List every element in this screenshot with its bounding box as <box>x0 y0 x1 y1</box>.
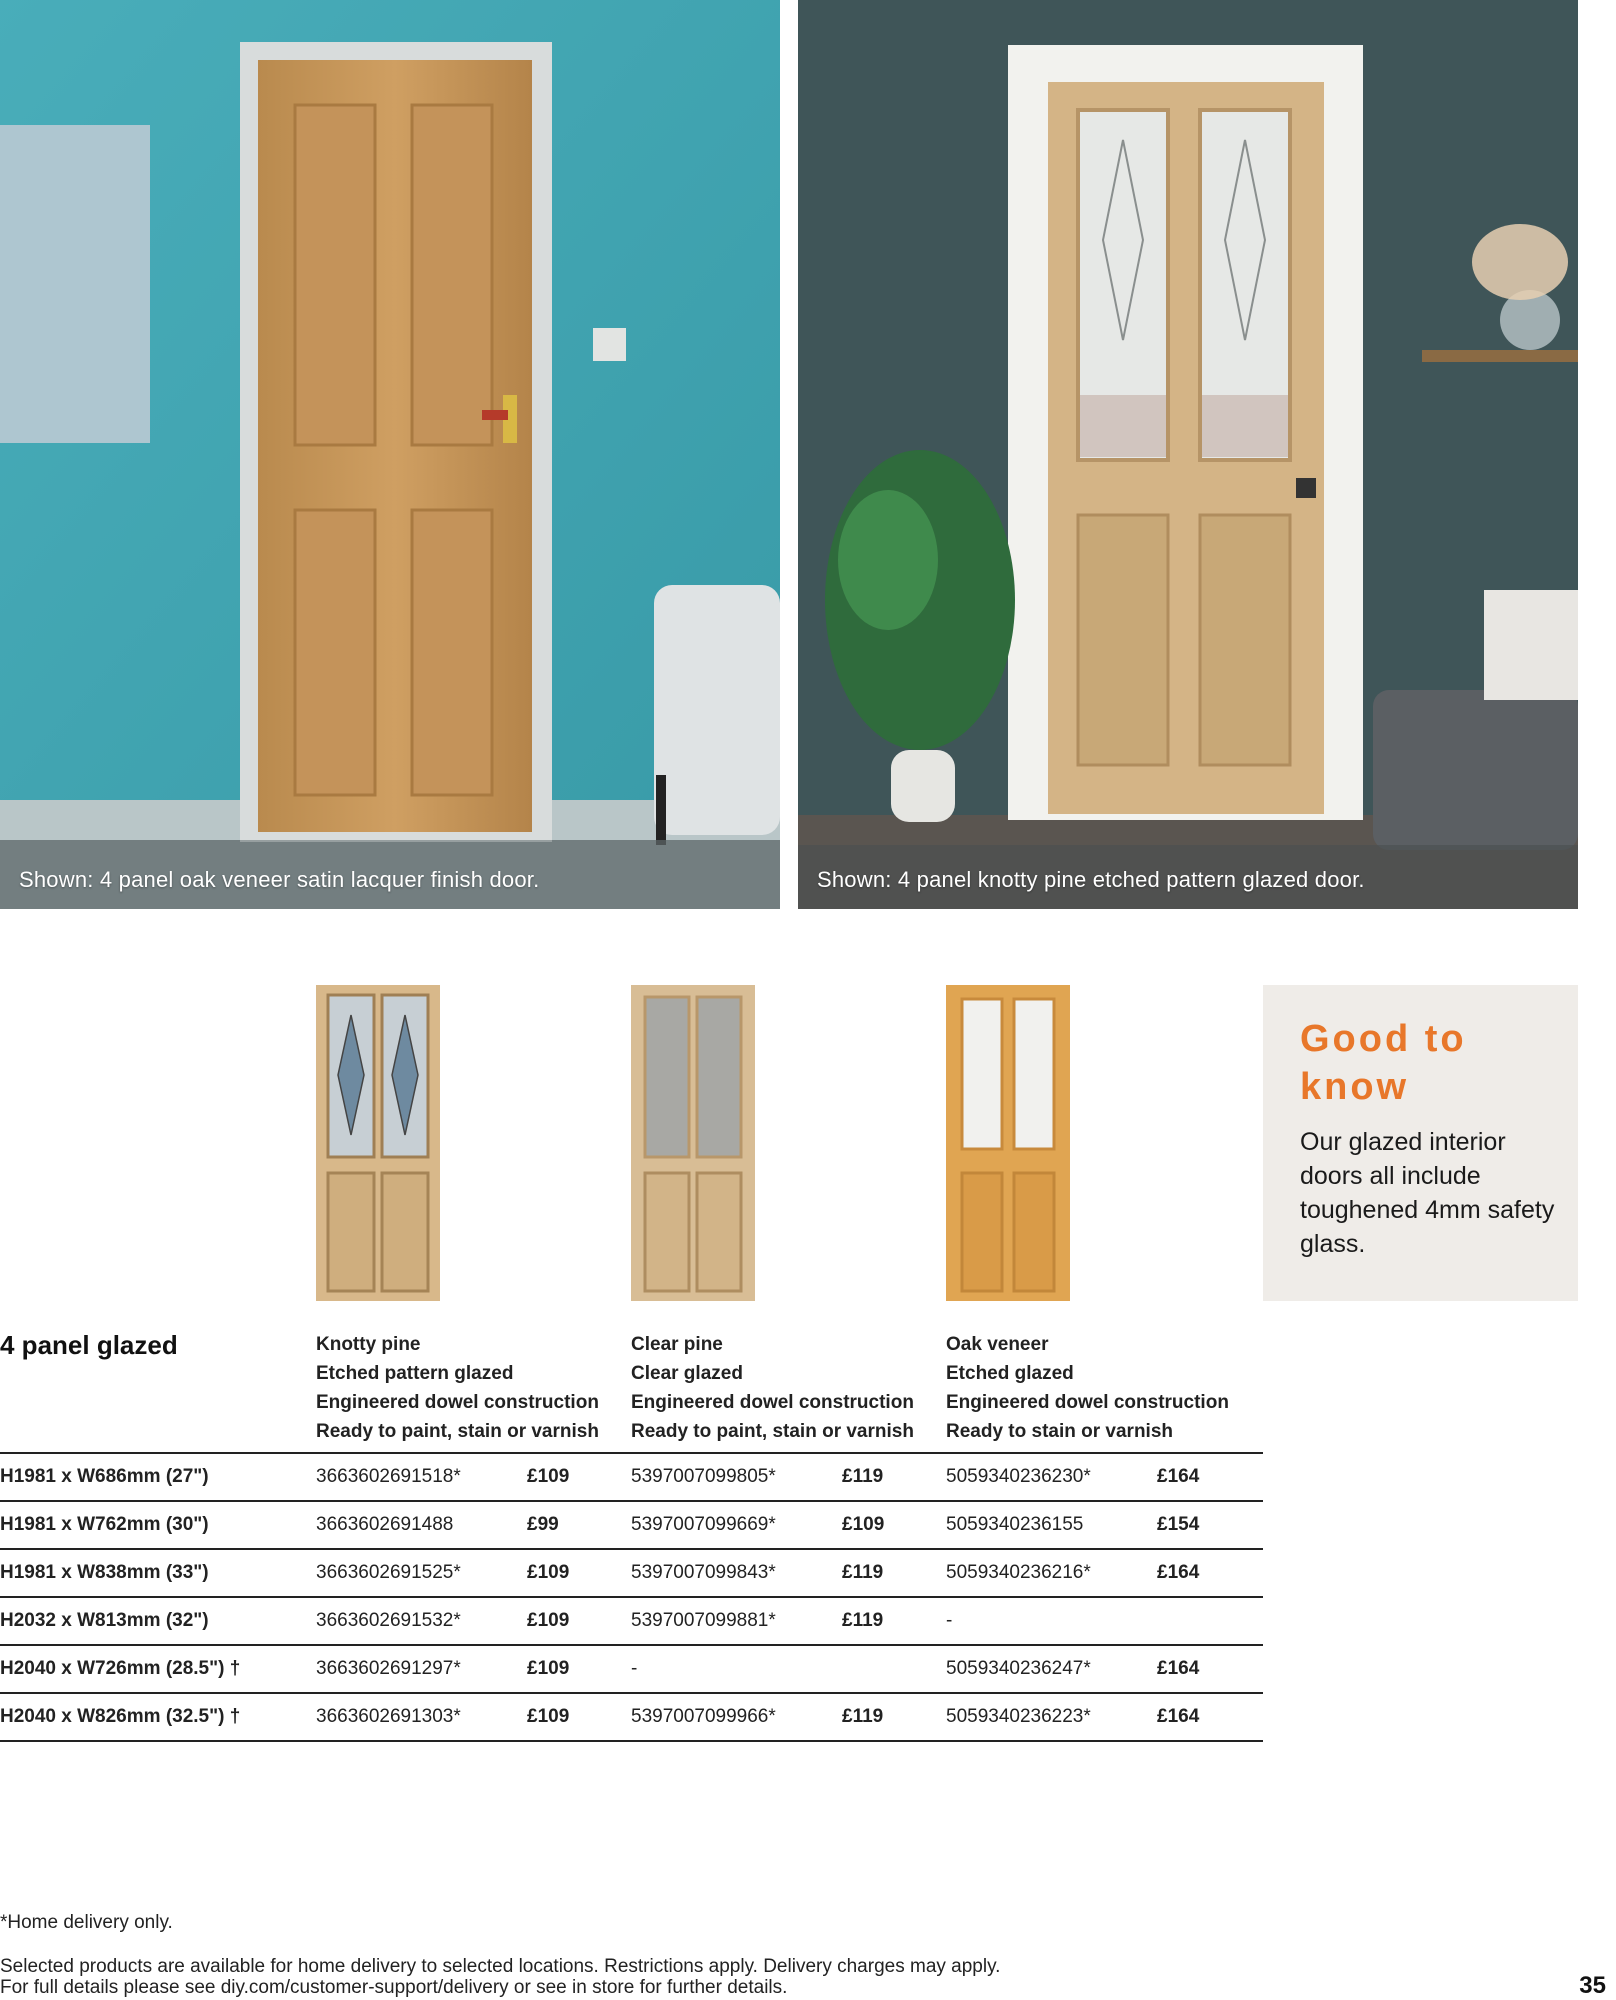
price-cell: £164 <box>1157 1562 1200 1583</box>
clear-pine-door-image <box>631 985 755 1301</box>
price-cell: £109 <box>527 1466 570 1487</box>
spec-line: Engineered dowel construction <box>316 1392 599 1413</box>
photo-pine-door <box>798 0 1578 909</box>
price-cell: £109 <box>527 1706 570 1727</box>
page-number: 35 <box>1579 1972 1606 1999</box>
spec-line: Oak veneer <box>946 1334 1049 1355</box>
size-cell: H2040 x W726mm (28.5") † <box>0 1658 241 1679</box>
home-delivery-footnote: *Home delivery only. <box>0 1912 173 1933</box>
product-spec-clear-pine <box>631 1330 914 1446</box>
code-cell: 5397007099966* <box>631 1706 776 1727</box>
code-cell: 3663602691297* <box>316 1658 461 1679</box>
oak-door-illustration <box>0 0 780 909</box>
price-cell: £109 <box>527 1610 570 1631</box>
code-cell: 5059340236216* <box>946 1562 1091 1583</box>
spec-line: Etched glazed <box>946 1363 1074 1384</box>
code-cell: 5397007099805* <box>631 1466 776 1487</box>
code-cell: - <box>631 1658 638 1679</box>
good-to-know-body: Our glazed interior doors all include toughened 4mm safety glass. <box>1300 1128 1555 1258</box>
size-cell: H2032 x W813mm (32") <box>0 1610 209 1631</box>
product-spec-oak-veneer <box>946 1330 1229 1446</box>
table-row <box>0 1454 1263 1502</box>
code-cell: 5397007099881* <box>631 1610 776 1631</box>
code-cell: 5059340236155 <box>946 1514 1084 1535</box>
good-to-know-panel <box>1263 985 1578 1301</box>
code-cell: 3663602691488 <box>316 1514 454 1535</box>
price-cell: £164 <box>1157 1658 1200 1679</box>
price-cell: £119 <box>842 1466 884 1487</box>
spec-line: Engineered dowel construction <box>631 1392 914 1413</box>
price-cell: £99 <box>527 1514 559 1535</box>
code-cell: - <box>946 1610 953 1631</box>
code-cell: 3663602691518* <box>316 1466 461 1487</box>
size-cell: H1981 x W838mm (33") <box>0 1562 209 1583</box>
pine-door-illustration <box>798 0 1578 909</box>
table-row <box>0 1598 1263 1646</box>
price-cell: £119 <box>842 1610 884 1631</box>
right-photo-caption: Shown: 4 panel knotty pine etched pattern glazed door. <box>817 867 1365 892</box>
table-row <box>0 1646 1263 1694</box>
spec-line: Ready to paint, stain or varnish <box>631 1421 914 1442</box>
code-cell: 5059340236230* <box>946 1466 1091 1487</box>
oak-veneer-door-image <box>946 985 1070 1301</box>
photo-oak-door <box>0 0 780 909</box>
table-row <box>0 1550 1263 1598</box>
price-cell: £119 <box>842 1562 884 1583</box>
spec-line: Ready to stain or varnish <box>946 1421 1174 1442</box>
code-cell: 5059340236247* <box>946 1658 1091 1679</box>
spec-line: Clear glazed <box>631 1363 743 1384</box>
price-cell: £109 <box>527 1658 570 1679</box>
price-cell: £154 <box>1157 1514 1200 1535</box>
delivery-footnote-line2: For full details please see diy.com/customer-support/delivery or see in store for further details. <box>0 1977 788 1998</box>
table-row <box>0 1694 1263 1742</box>
knotty-pine-door-image <box>316 985 440 1301</box>
size-cell: H2040 x W826mm (32.5") † <box>0 1706 241 1727</box>
size-cell: H1981 x W686mm (27") <box>0 1466 209 1487</box>
table-row <box>0 1502 1263 1550</box>
size-cell: H1981 x W762mm (30") <box>0 1514 209 1535</box>
delivery-footnote-line1: Selected products are available for home delivery to selected locations. Restrictions apply. Delivery charges may apply. <box>0 1956 1001 1977</box>
product-spec-knotty-pine <box>316 1330 599 1446</box>
code-cell: 5397007099669* <box>631 1514 776 1535</box>
price-cell: £109 <box>527 1562 570 1583</box>
spec-line: Knotty pine <box>316 1334 421 1355</box>
code-cell: 3663602691525* <box>316 1562 461 1583</box>
spec-line: Etched pattern glazed <box>316 1363 514 1384</box>
price-cell: £109 <box>842 1514 885 1535</box>
spec-line: Clear pine <box>631 1334 723 1355</box>
code-cell: 3663602691532* <box>316 1610 461 1631</box>
left-photo-caption: Shown: 4 panel oak veneer satin lacquer finish door. <box>19 867 540 892</box>
section-title: 4 panel glazed <box>0 1330 178 1360</box>
price-table <box>0 1452 1263 1742</box>
code-cell: 3663602691303* <box>316 1706 461 1727</box>
good-to-know-title: Good to know <box>1300 1018 1467 1108</box>
code-cell: 5397007099843* <box>631 1562 776 1583</box>
spec-line: Ready to paint, stain or varnish <box>316 1421 599 1442</box>
price-cell: £119 <box>842 1706 884 1727</box>
spec-line: Engineered dowel construction <box>946 1392 1229 1413</box>
price-cell: £164 <box>1157 1466 1200 1487</box>
price-cell: £164 <box>1157 1706 1200 1727</box>
code-cell: 5059340236223* <box>946 1706 1091 1727</box>
